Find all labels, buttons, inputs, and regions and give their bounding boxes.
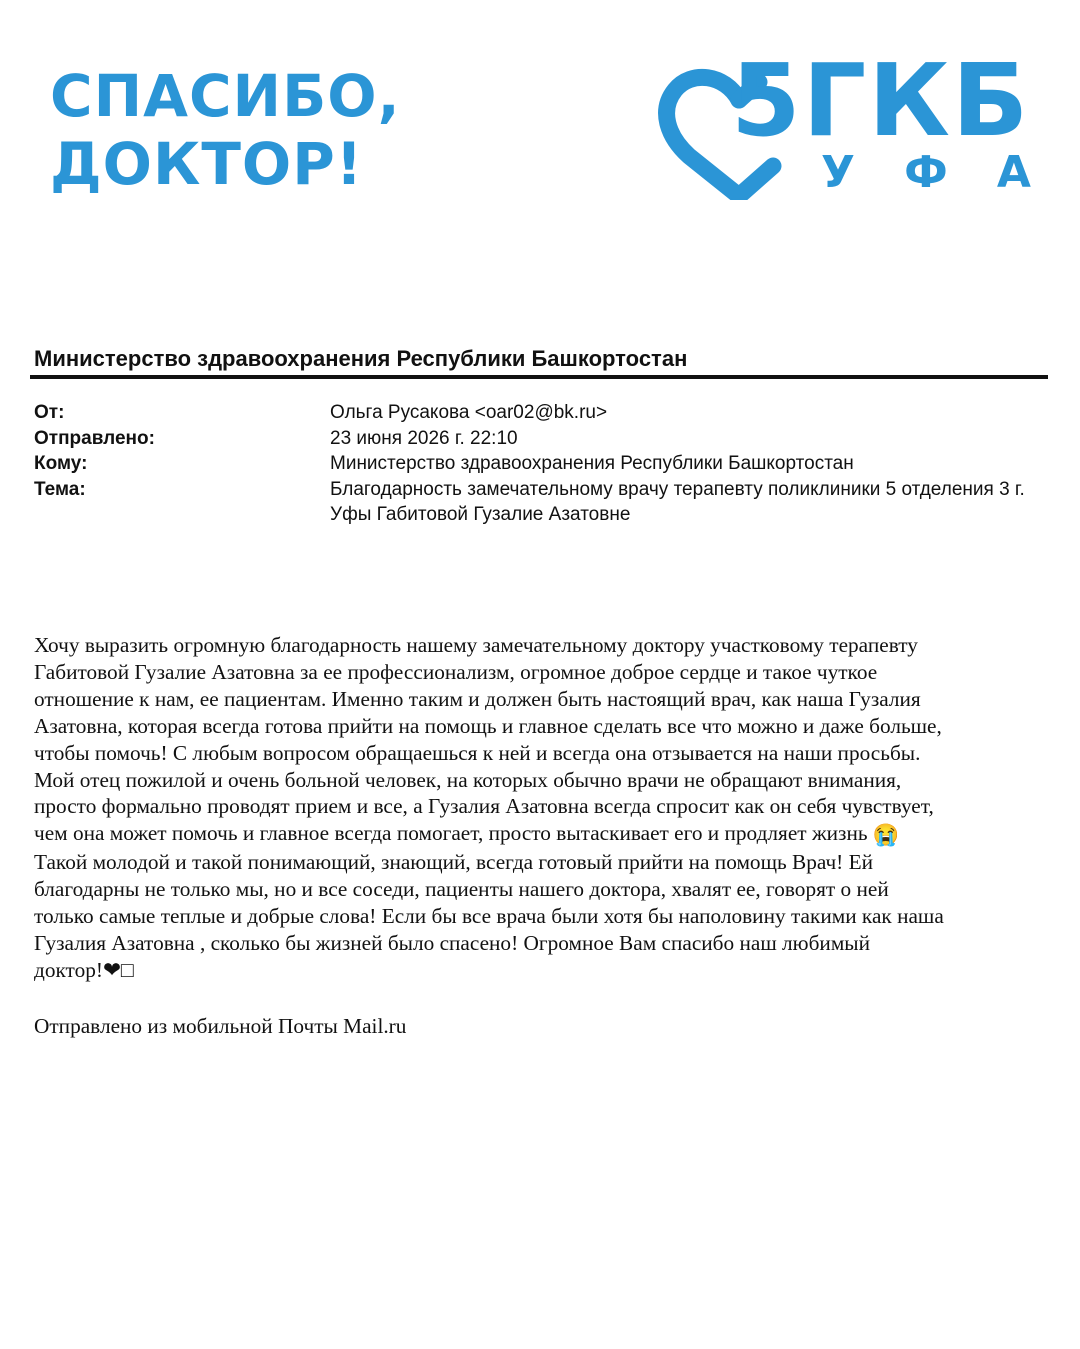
body-line: чтобы помочь! С любым вопросом обращаешься к ней и всегда она отзывается на наши просьбы. — [34, 740, 921, 765]
body-line: Такой молодой и такой понимающий, знающий, всегда готовый прийти на помощь Врач! Ей — [34, 850, 873, 875]
body-line: Мой отец пожилой и очень больной человек, на которых обычно врачи не обращают внимания, — [34, 767, 902, 792]
mail-signature: Отправлено из мобильной Почты Mail.ru — [34, 1014, 407, 1038]
body-line: Габитовой Гузалие Азатовна за ее профессионализм, огромное доброе сердце и такое чуткое — [34, 659, 878, 684]
to-row — [34, 451, 1044, 477]
headline — [50, 62, 401, 198]
from-value: Ольга Русакова <oar02@bk.ru> — [330, 402, 608, 423]
hospital-logo — [655, 42, 1045, 202]
logo-city-letter: У — [821, 147, 855, 198]
subject-line-2: Уфы Габитовой Гузалие Азатовне — [330, 504, 631, 525]
body-line-closing — [34, 957, 1044, 984]
to-value: Министерство здравоохранения Республики Башкортостан — [330, 453, 854, 474]
title-divider — [30, 375, 1048, 379]
to-label: Кому: — [34, 453, 88, 474]
body-line: доктор! — [34, 957, 103, 982]
organization-title: Министерство здравоохранения Республики Башкортостан — [34, 346, 688, 371]
from-row — [34, 400, 1044, 426]
subject-label: Тема: — [34, 478, 86, 500]
headline-line-2: ДОКТОР! — [50, 130, 364, 198]
crying-emoji-icon: 😭 — [872, 823, 900, 848]
from-label: От: — [34, 402, 65, 423]
body-line: только самые теплые и добрые слова! Если бы все врача были хотя бы наполовину такими как наша — [34, 904, 944, 929]
subject-line-1: Благодарность замечательному врачу терапевту поликлиники 5 отделения 3 г. — [330, 478, 1025, 500]
logo-city-letter: Ф — [904, 147, 948, 198]
subject-value — [330, 477, 1044, 528]
body-line: чем она может помочь и главное всегда помогает, просто вытаскивает его и продляет жизнь — [34, 821, 868, 846]
body-line: Азатовна, которая всегда готова прийти на помощь и главное сделать все что можно и даже больше, — [34, 713, 942, 738]
email-header — [34, 400, 1044, 528]
logo-city-letter: А — [996, 147, 1031, 198]
body-line: Гузалия Азатовна , сколько бы жизней было спасено! Огромное Вам спасибо наш любимый — [34, 930, 871, 955]
sent-row — [34, 426, 1044, 452]
letter-body — [34, 632, 1044, 984]
headline-line-1: СПАСИБО, — [50, 62, 401, 130]
subject-row — [34, 477, 1044, 528]
sent-value: 23 июня 2026 г. 22:10 — [330, 427, 518, 449]
logo-city — [821, 148, 1031, 198]
body-line: просто формально проводят прием и все, а Гузалия Азатовна всегда спросит как он себя чувствует, — [34, 794, 934, 819]
missing-glyph-icon: □ — [120, 957, 134, 982]
body-line: Хочу выразить огромную благодарность нашему замечательному доктору участковому терапевту — [34, 633, 918, 657]
heart-icon: ❤ — [102, 957, 121, 982]
logo-wordmark: 5ГКБ — [731, 42, 1031, 159]
sent-label: Отправлено: — [34, 427, 155, 449]
body-line: благодарны не только мы, но и все соседи, пациенты нашего доктора, хвалят ее, говорят о ней — [34, 877, 889, 902]
body-line-with-emoji — [34, 820, 1044, 849]
body-line: отношение к нам, ее пациентам. Именно таким и должен быть настоящий врач, как наша Гузалия — [34, 686, 921, 711]
